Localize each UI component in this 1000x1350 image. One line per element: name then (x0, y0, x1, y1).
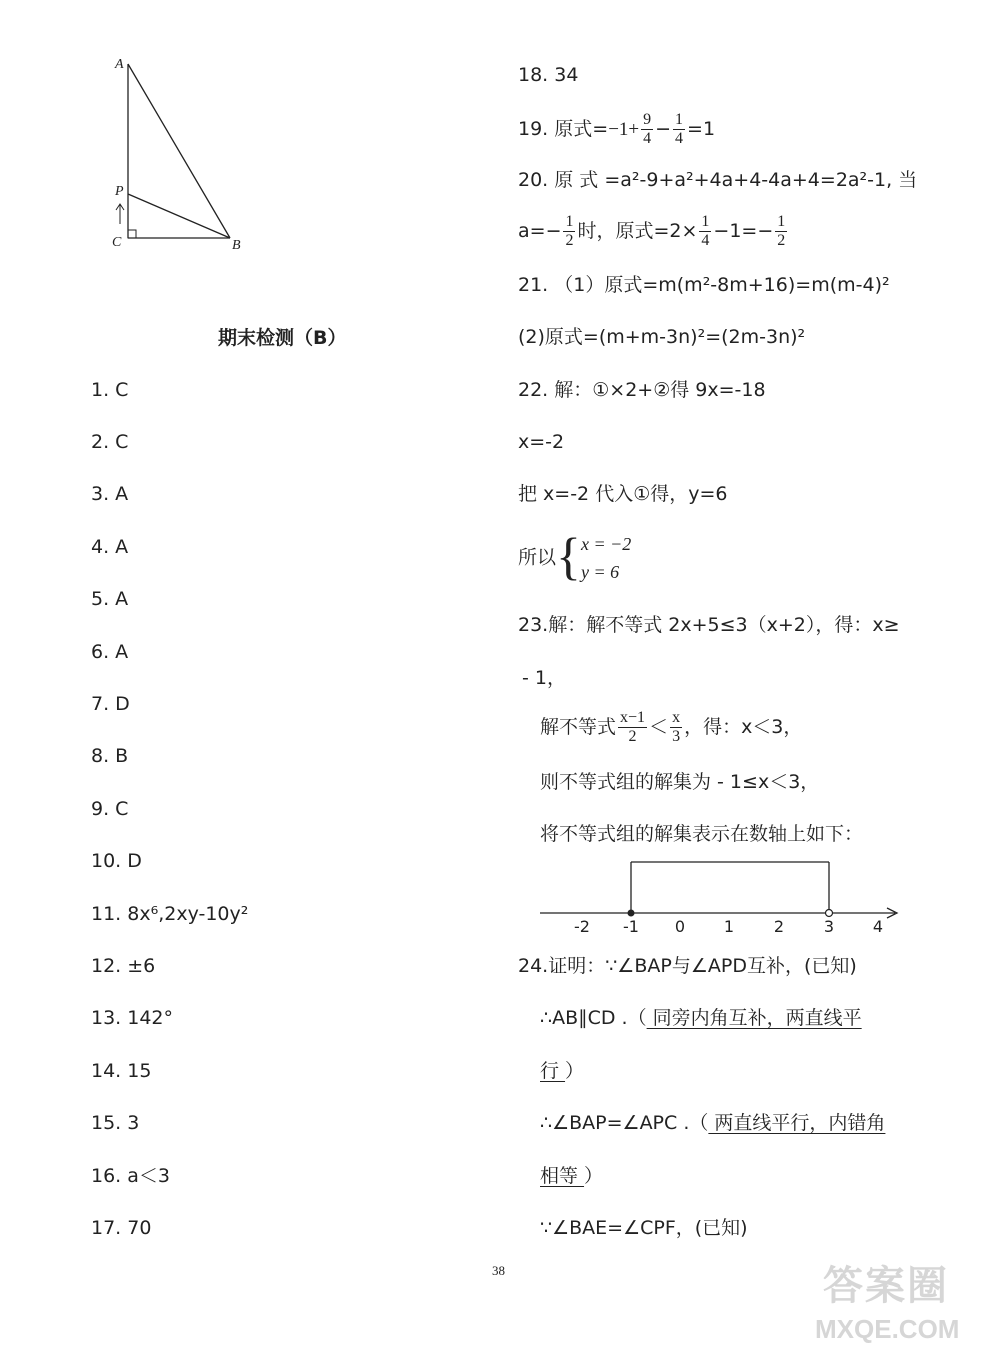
fraction (618, 709, 647, 746)
fraction (775, 213, 787, 250)
answer-1: 1. C (91, 379, 129, 401)
answer-23-3a: 解不等式 (540, 716, 617, 738)
label-b: B (232, 238, 241, 253)
denominator: 3 (672, 728, 681, 745)
answer-22-2: x=-2 (518, 431, 565, 453)
answer-23-3 (540, 705, 802, 749)
fraction (563, 213, 575, 250)
answer-19-a: −1+ (608, 119, 640, 140)
answer-22-so: 所以 (518, 546, 557, 569)
open-endpoint (826, 910, 833, 917)
answer-24-2a: ∴AB∥CD .（ (540, 1007, 647, 1029)
answer-24-2 (540, 1005, 862, 1031)
tick-label: -1 (623, 917, 639, 936)
tick-label: -2 (574, 917, 590, 936)
answer-15: 15. 3 (91, 1112, 140, 1134)
tick-label: 3 (823, 917, 835, 936)
answer-4: 4. A (91, 536, 129, 558)
answer-21-1: 21. （1）原式=m(m²-8m+16)=m(m-4)² (518, 274, 890, 296)
tick-label: 0 (674, 917, 686, 936)
answer-19 (518, 107, 715, 151)
answer-12: 12. ±6 (91, 955, 156, 977)
tick-label: 4 (872, 917, 884, 936)
label-p: P (115, 184, 124, 199)
answer-8: 8. B (91, 745, 129, 767)
answer-5: 5. A (91, 588, 129, 610)
tick-label: 1 (723, 917, 735, 936)
answer-9: 9. C (91, 798, 129, 820)
number-line (535, 852, 910, 937)
answer-22-3: 把 x=-2 代入①得，y=6 (518, 483, 728, 505)
section-title: 期末检测（B） (218, 327, 347, 349)
label-c: C (112, 235, 122, 250)
numerator: x (672, 709, 681, 726)
answer-18: 18. 34 (518, 64, 579, 86)
tick-label: 2 (773, 917, 785, 936)
denominator: 2 (628, 728, 637, 745)
answer-20-line1: 20. 原 式 =a²-9+a²+4a+4-4a+4=2a²-1, 当 (518, 169, 918, 191)
answer-21-2: (2)原式=(m+m-3n)²=(2m-3n)² (518, 326, 806, 348)
fraction (670, 709, 682, 746)
answer-23-1: 23.解：解不等式 2x+5≤3（x+2），得：x≥ (518, 614, 900, 636)
answer-23-4: 则不等式组的解集为 - 1≤x＜3， (540, 771, 820, 793)
answer-24-1: 24.证明：∵∠BAP与∠APD互补，(已知) (518, 955, 857, 977)
answer-20-line2 (518, 209, 789, 253)
answer-24-3b: ） (565, 1060, 585, 1082)
fraction (699, 213, 711, 250)
answer-24-5 (540, 1163, 603, 1189)
fraction (673, 111, 685, 148)
answer-6: 6. A (91, 641, 129, 663)
answer-7: 7. D (91, 693, 130, 715)
watermark-top: 答案圈 (823, 1263, 949, 1309)
answer-24-5-blank: 相等 (540, 1165, 585, 1187)
answer-24-4 (540, 1110, 885, 1136)
answer-13: 13. 142° (91, 1007, 174, 1029)
equation-x: x = −2 (580, 533, 632, 554)
equation-system (581, 530, 631, 586)
denominator: 4 (701, 232, 710, 249)
numerator: 9 (643, 111, 652, 128)
numerator: 1 (675, 111, 684, 128)
answer-2: 2. C (91, 431, 129, 453)
numerator: 1 (701, 213, 710, 230)
answer-22-4 (518, 528, 631, 586)
answer-20-mid: 时，原式= (577, 220, 670, 242)
answer-24-4a: ∴∠BAP=∠APC .（ (540, 1112, 709, 1134)
answer-24-3 (540, 1058, 584, 1084)
watermark (815, 1262, 995, 1347)
less-than: ＜ (649, 716, 669, 738)
answer-23-2: - 1， (522, 667, 566, 689)
denominator: 2 (565, 232, 574, 249)
brace: { (556, 528, 581, 586)
numerator: x−1 (620, 709, 646, 726)
answer-24-4-blank: 两直线平行，内错角 (708, 1112, 886, 1134)
answer-3: 3. A (91, 483, 129, 505)
answer-17: 17. 70 (91, 1217, 152, 1239)
answer-24-3-blank: 行 (540, 1060, 566, 1082)
answer-24-5b: ） (584, 1165, 604, 1187)
answer-10: 10. D (91, 850, 142, 872)
closed-endpoint (628, 910, 635, 917)
watermark-bottom: MXQE.COM (815, 1314, 960, 1344)
answer-24-2-blank: 同旁内角互补，两直线平 (646, 1007, 862, 1029)
answer-24-6: ∵∠BAE=∠CPF，(已知) (540, 1217, 748, 1239)
denominator: 4 (643, 130, 652, 147)
answer-20-b: 2× (669, 220, 698, 242)
answer-20-a: a=− (518, 220, 562, 242)
fraction (641, 111, 653, 148)
answer-23-5: 将不等式组的解集表示在数轴上如下： (540, 823, 864, 845)
numerator: 1 (777, 213, 786, 230)
numerator: 1 (565, 213, 574, 230)
answer-11: 11. 8x⁶,2xy-10y² (91, 903, 249, 925)
answer-16: 16. a＜3 (91, 1165, 170, 1187)
equation-y: y = 6 (580, 561, 620, 582)
minus-sign: − (655, 118, 672, 140)
page-number: 38 (492, 1263, 505, 1278)
answer-19-prefix: 19. 原式= (518, 118, 609, 140)
denominator: 2 (777, 232, 786, 249)
answer-22-1: 22. 解：①×2+②得 9x=-18 (518, 379, 766, 401)
answer-19-result: =1 (687, 118, 716, 140)
label-a: A (115, 57, 124, 72)
answer-23-3c: ，得：x＜3， (684, 716, 803, 738)
answer-14: 14. 15 (91, 1060, 152, 1082)
answer-20-c: −1=− (713, 220, 774, 242)
denominator: 4 (675, 130, 684, 147)
triangle-figure (105, 52, 255, 257)
